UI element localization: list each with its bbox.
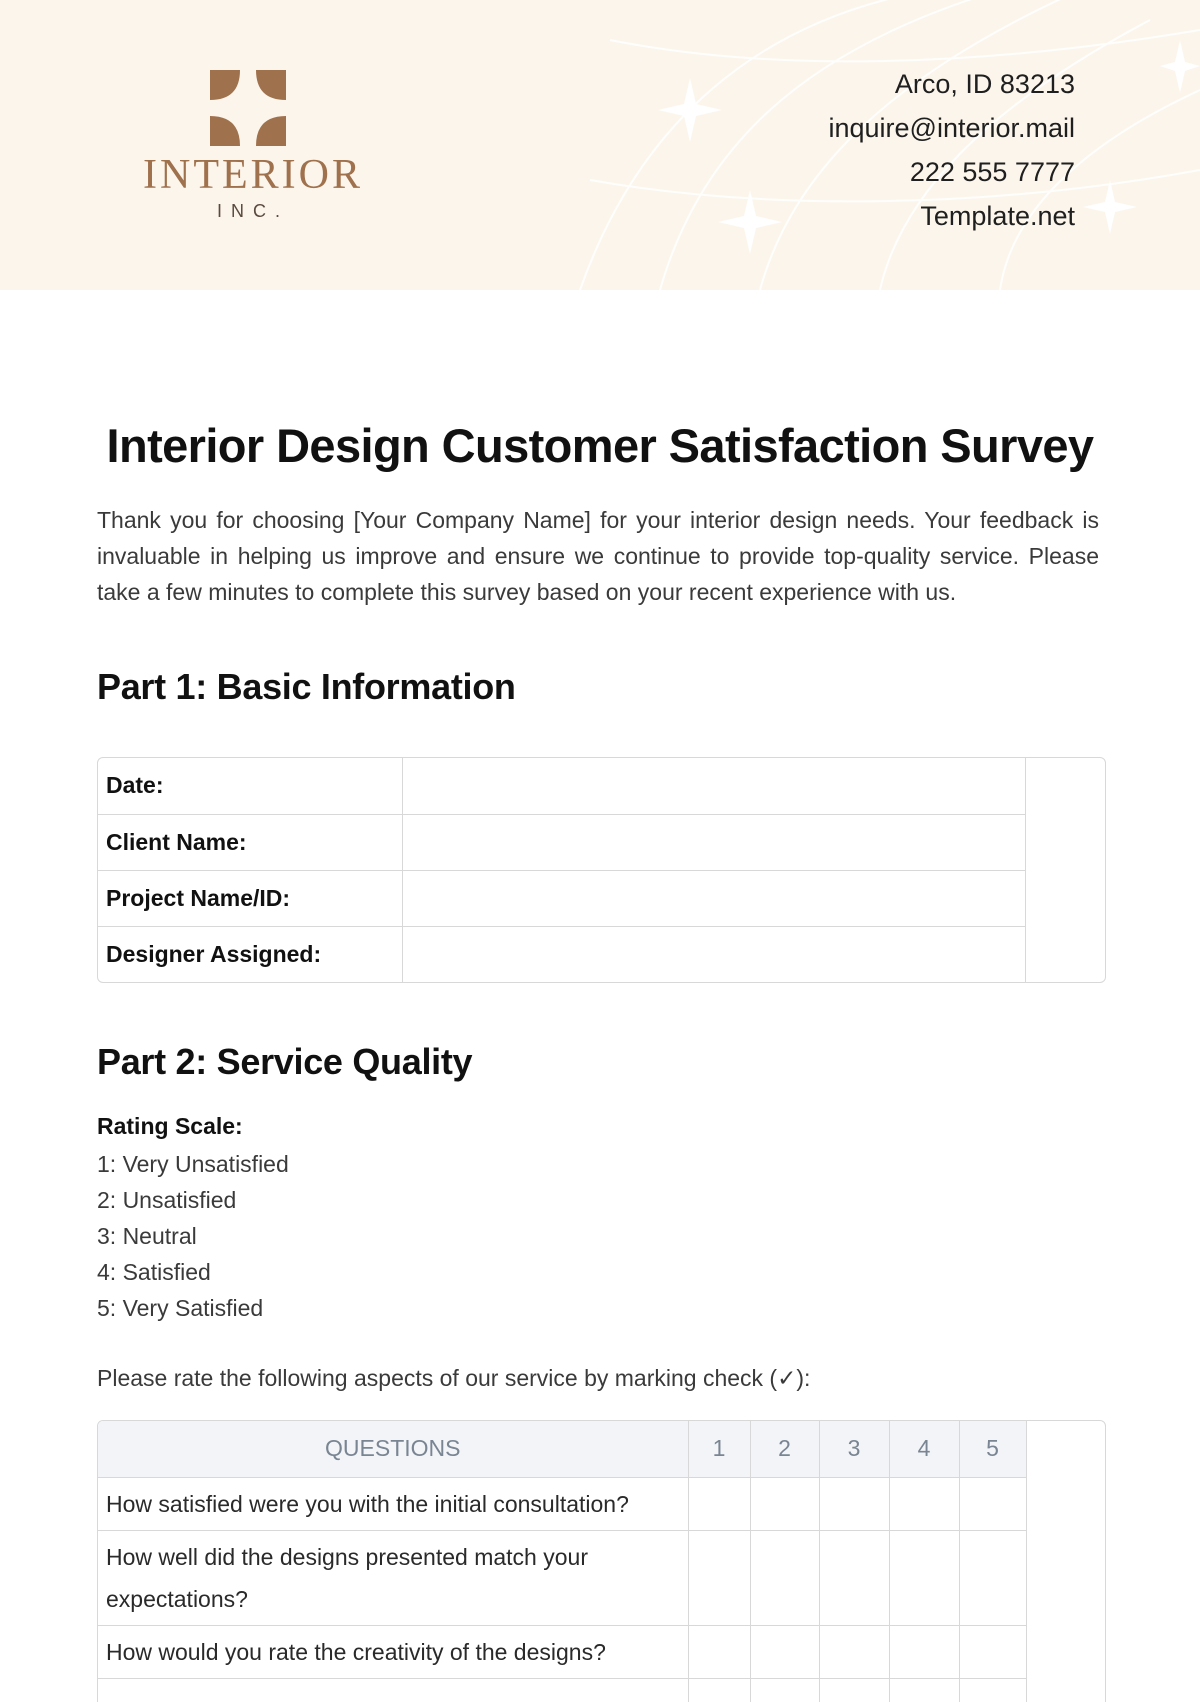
- contact-block: [828, 62, 1075, 238]
- part2-heading: Part 2: Service Quality: [97, 1041, 473, 1082]
- table-row: [98, 1625, 1026, 1678]
- rating-cell-4[interactable]: [889, 1477, 959, 1530]
- table-row: [98, 1530, 1026, 1625]
- contact-phone: 222 555 7777: [909, 157, 1075, 187]
- field-input-designer[interactable]: [402, 926, 1026, 982]
- rating-scale-item: 2: Unsatisfied: [97, 1187, 237, 1213]
- table-row: [98, 1477, 1026, 1530]
- rating-cell-3[interactable]: [819, 1530, 889, 1625]
- contact-email: inquire@interior.mail: [828, 113, 1075, 143]
- rating-cell-2[interactable]: [750, 1477, 819, 1530]
- rating-scale-item: 5: Very Satisfied: [97, 1295, 264, 1321]
- basic-info-table-frame: [97, 757, 1106, 983]
- rating-cell-5[interactable]: [959, 1530, 1026, 1625]
- rating-cell-2[interactable]: [750, 1625, 819, 1678]
- table-row: [98, 814, 1026, 870]
- rating-instruction: Please rate the following aspects of our service by marking check (✓):: [97, 1365, 811, 1391]
- table-row: [98, 926, 1026, 982]
- four-petal-square-logo-icon: [210, 70, 286, 146]
- contact-address: Arco, ID 83213: [894, 69, 1075, 99]
- question-cell: How satisfied were you with the initial consultation?: [98, 1477, 688, 1530]
- logo-subtext: INC.: [217, 201, 289, 221]
- column-header-5: 5: [959, 1421, 1026, 1477]
- rating-cell-1[interactable]: [688, 1678, 750, 1702]
- field-label-client-name: Client Name:: [98, 814, 402, 870]
- rating-cell-4[interactable]: [889, 1678, 959, 1702]
- rating-cell-1[interactable]: [688, 1625, 750, 1678]
- column-header-2: 2: [750, 1421, 819, 1477]
- field-label-designer: Designer Assigned:: [98, 926, 402, 982]
- field-label-project-name: Project Name/ID:: [98, 870, 402, 926]
- rating-cell-3[interactable]: [819, 1678, 889, 1702]
- part1-heading: Part 1: Basic Information: [97, 666, 516, 707]
- field-label-date: Date:: [98, 758, 402, 814]
- logo-wordmark: INTERIOR: [143, 152, 363, 198]
- rating-scale-item: 3: Neutral: [97, 1223, 197, 1249]
- contact-website: Template.net: [920, 201, 1075, 231]
- rating-cell-3[interactable]: [819, 1477, 889, 1530]
- rating-cell-5[interactable]: [959, 1477, 1026, 1530]
- company-logo: [118, 68, 388, 228]
- rating-scale-item: 4: Satisfied: [97, 1259, 211, 1285]
- question-cell: [98, 1678, 688, 1702]
- rating-cell-2[interactable]: [750, 1530, 819, 1625]
- page-header: [0, 0, 1200, 290]
- rating-scale-label: Rating Scale:: [97, 1113, 243, 1139]
- rating-table-frame: [97, 1420, 1106, 1702]
- column-header-1: 1: [688, 1421, 750, 1477]
- column-header-questions: QUESTIONS: [98, 1421, 688, 1477]
- intro-paragraph: Thank you for choosing [Your Company Name] for your interior design needs. Your feedback is invaluable in helping us improve and ensure we continue to provide top-quality service. Please take a few minutes to complete this survey based on your recent experience with us.: [97, 507, 1099, 605]
- page-title: Interior Design Customer Satisfaction Survey: [106, 419, 1094, 472]
- basic-info-table: [98, 758, 1026, 982]
- rating-cell-3[interactable]: [819, 1625, 889, 1678]
- field-input-date[interactable]: [402, 758, 1026, 814]
- question-cell: How well did the designs presented match your expectations?: [98, 1530, 688, 1625]
- rating-cell-1[interactable]: [688, 1530, 750, 1625]
- column-header-3: 3: [819, 1421, 889, 1477]
- table-row: [98, 1678, 1026, 1702]
- table-row: [98, 758, 1026, 814]
- table-row: [98, 870, 1026, 926]
- rating-cell-4[interactable]: [889, 1530, 959, 1625]
- rating-scale-item: 1: Very Unsatisfied: [97, 1151, 289, 1177]
- question-cell: How would you rate the creativity of the designs?: [98, 1625, 688, 1678]
- rating-scale-list: [97, 1146, 289, 1326]
- rating-cell-5[interactable]: [959, 1625, 1026, 1678]
- field-input-project-name[interactable]: [402, 870, 1026, 926]
- rating-cell-5[interactable]: [959, 1678, 1026, 1702]
- column-header-4: 4: [889, 1421, 959, 1477]
- rating-cell-2[interactable]: [750, 1678, 819, 1702]
- field-input-client-name[interactable]: [402, 814, 1026, 870]
- rating-cell-4[interactable]: [889, 1625, 959, 1678]
- rating-table: [98, 1421, 1027, 1702]
- table-header-row: [98, 1421, 1026, 1477]
- rating-cell-1[interactable]: [688, 1477, 750, 1530]
